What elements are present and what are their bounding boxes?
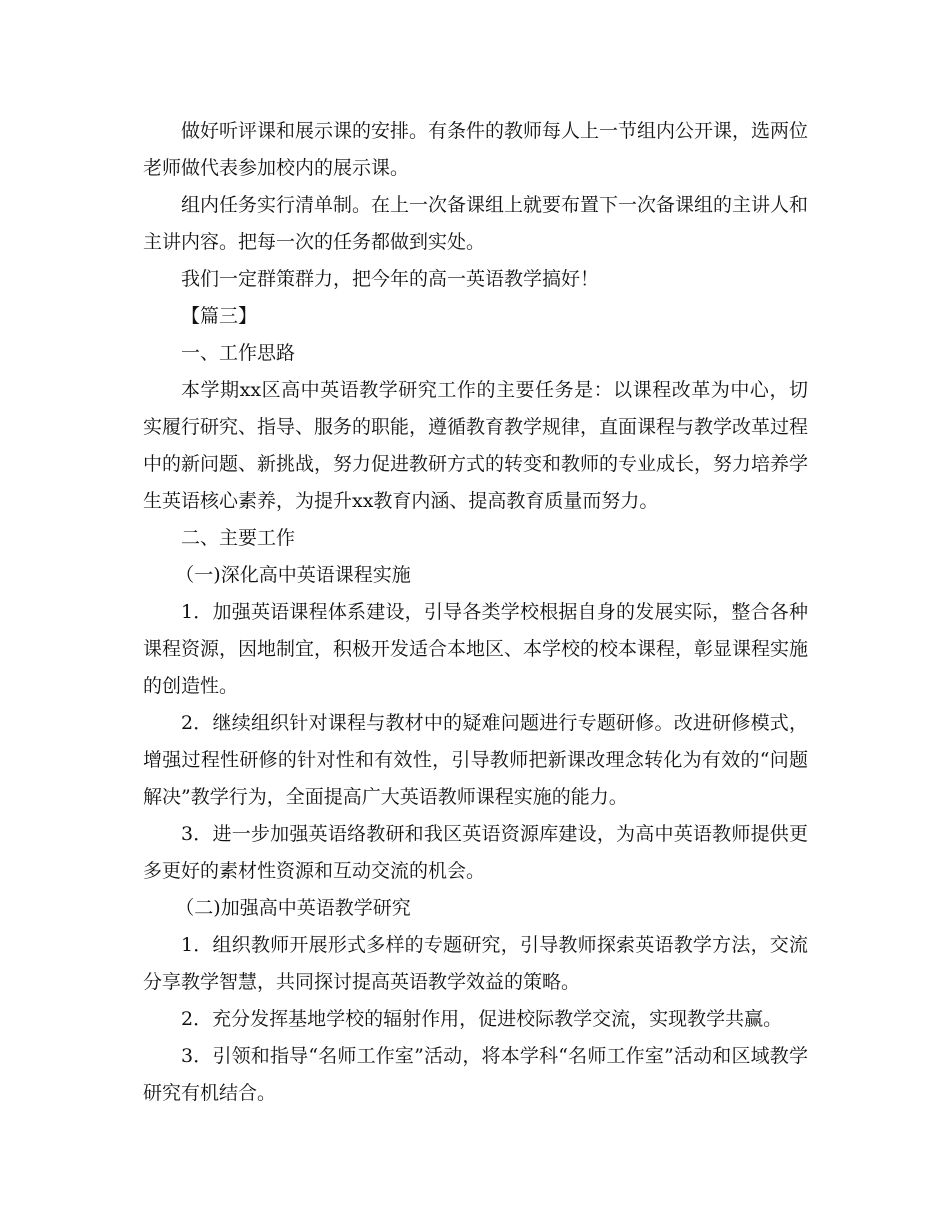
paragraph-main-tasks: 本学期xx区高中英语教学研究工作的主要任务是：以课程改革为中心，切实履行研究、指导、服务的职能，遵循教育教学规律，直面课程与教学改革过程中的新问题、新挑战，努力促进教研方式的转变和教师的专业成长，努力培养学生英语核心素养，为提升xx教育内涵、提高教育质量而努力。 xyxy=(143,379,809,512)
subheading-teaching-research: （二)加强高中英语教学研究 xyxy=(175,897,411,919)
list-item-curriculum-2: 2．继续组织针对课程与教材中的疑难问题进行专题研修。改进研修模式，增强过程性研修的针对性和有效性，引导教师把新课改理念转化为有效的“问题解决”教学行为，全面提高广大英语教师课程实施的能力。 xyxy=(143,712,808,808)
list-item-research-3: 3．引领和指导“名师工作室”活动，将本学科“名师工作室”活动和区域教学研究有机结合。 xyxy=(143,1045,808,1104)
document-body xyxy=(143,113,808,1112)
list-item-curriculum-1: 1．加强英语课程体系建设，引导各类学校根据自身的发展实际，整合各种课程资源，因地制宜，积极开发适合本地区、本学校的校本课程，彰显课程实施的创造性。 xyxy=(143,601,809,697)
paragraph-closing-statement: 我们一定群策群力，把今年的高一英语教学搞好！ xyxy=(181,268,600,290)
paragraph-task-checklist: 组内任务实行清单制。在上一次备课组上就要布置下一次备课组的主讲人和主讲内容。把每一次的任务都做到实处。 xyxy=(143,194,809,253)
list-item-curriculum-3: 3．进一步加强英语络教研和我区英语资源库建设，为高中英语教师提供更多更好的素材性资源和互动交流的机会。 xyxy=(143,823,808,882)
heading-main-work: 二、主要工作 xyxy=(181,527,296,549)
paragraph-demo-lessons: 做好听评课和展示课的安排。有条件的教师每人上一节组内公开课，选两位老师做代表参加校内的展示课。 xyxy=(143,120,809,179)
subheading-deepen-curriculum: （一)深化高中英语课程实施 xyxy=(175,564,411,586)
list-item-research-1: 1．组织教师开展形式多样的专题研究，引导教师探索英语教学方法，交流分享教学智慧，共同探讨提高英语教学效益的策略。 xyxy=(143,934,808,993)
section-heading-part-three: 【篇三】 xyxy=(181,305,258,327)
list-item-research-2: 2．充分发挥基地学校的辐射作用，促进校际教学交流，实现教学共赢。 xyxy=(181,1008,783,1030)
heading-work-ideas: 一、工作思路 xyxy=(181,342,296,364)
